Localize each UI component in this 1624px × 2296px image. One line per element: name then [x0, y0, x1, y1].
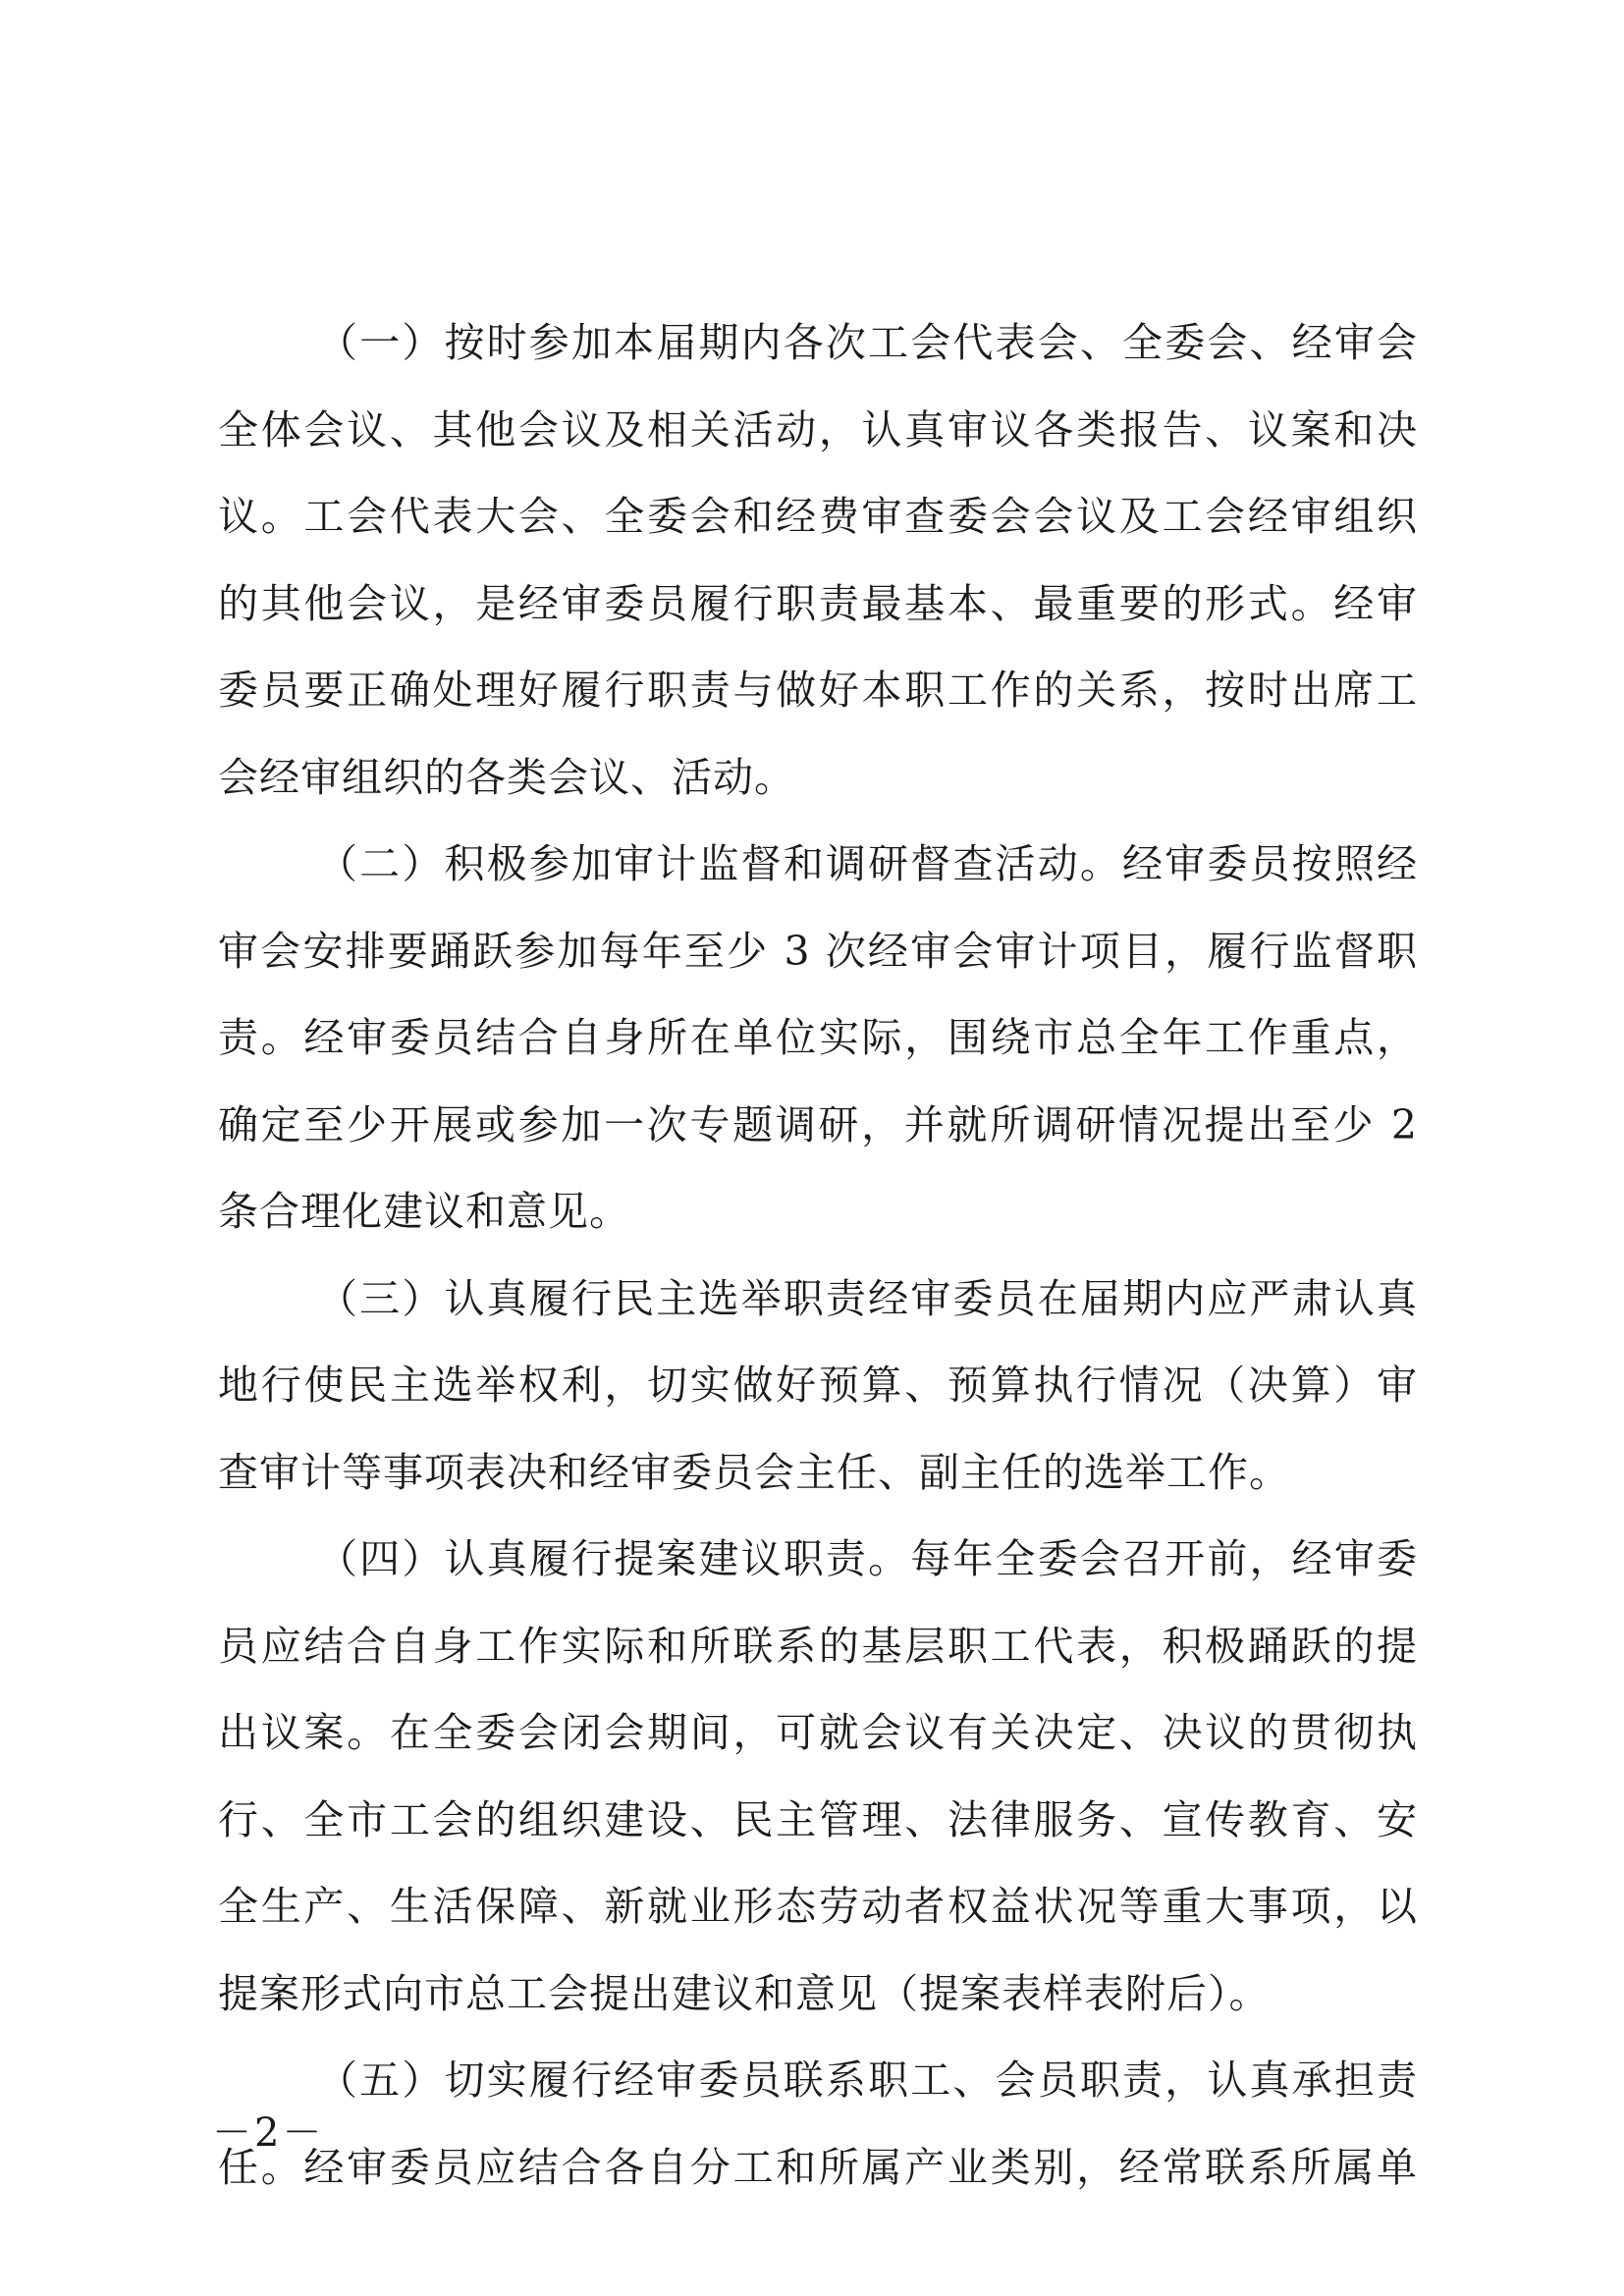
text-line: 员应结合自身工作实际和所联系的基层职工代表，积极踊跃的提: [218, 1622, 1418, 1670]
text-line: 出议案。在全委会闭会期间，可就会议有关决定、决议的贯彻执: [218, 1709, 1418, 1756]
text-line: 全体会议、其他会议及相关活动，认真审议各类报告、议案和决: [218, 405, 1418, 454]
text-line: 审会安排要踊跃参加每年至少 3 次经审会审计项目，履行监督职: [218, 927, 1418, 975]
text-line: （四）认真履行提案建议职责。每年全委会召开前，经审委: [317, 1535, 1418, 1582]
text-line: 行、全市工会的组织建设、民主管理、法律服务、宣传教育、安: [218, 1795, 1418, 1843]
paragraph-4: [218, 1516, 1418, 2037]
paragraph-1: [218, 299, 1418, 821]
text-line: 提案形式向市总工会提出建议和意见（提案表样表附后）。: [218, 1969, 1271, 2017]
paragraph-5: [218, 2037, 1418, 2211]
text-line: （一）按时参加本届期内各次工会代表会、全委会、经审会: [317, 319, 1418, 366]
text-line: 确定至少开展或参加一次专题调研，并就所调研情况提出至少 2: [218, 1100, 1418, 1148]
text-line: 全生产、生活保障、新就业形态劳动者权益状况等重大事项，以: [218, 1883, 1418, 1930]
text-line: 责。经审委员结合自身所在单位实际，围绕市总全年工作重点，: [218, 1014, 1418, 1061]
text-line: 地行使民主选举权利，切实做好预算、预算执行情况（决算）审: [218, 1362, 1418, 1409]
text-line: 议。工会代表大会、全委会和经费审查委会会议及工会经审组织: [218, 493, 1418, 540]
text-line: 会经审组织的各类会议、活动。: [218, 753, 795, 801]
text-line: 条合理化建议和意见。: [218, 1188, 630, 1235]
document-body: [218, 299, 1418, 2211]
page-number: －2－: [212, 2110, 325, 2156]
paragraph-2: [218, 821, 1418, 1255]
text-line: 查审计等事项表决和经审委员会主任、副主任的选举工作。: [218, 1448, 1290, 1496]
text-line: 任。经审委员应结合各自分工和所属产业类别，经常联系所属单: [218, 2143, 1418, 2191]
text-line: （三）认真履行民主选举职责经审委员在届期内应严肃认真: [317, 1274, 1418, 1322]
paragraph-3: [218, 1255, 1418, 1517]
text-line: （五）切实履行经审委员联系职工、会员职责，认真承担责: [317, 2056, 1418, 2104]
text-line: 委员要正确处理好履行职责与做好本职工作的关系，按时出席工: [218, 667, 1418, 714]
text-line: （二）积极参加审计监督和调研督查活动。经审委员按照经: [317, 840, 1418, 887]
text-line: 的其他会议，是经审委员履行职责最基本、最重要的形式。经审: [218, 579, 1418, 627]
